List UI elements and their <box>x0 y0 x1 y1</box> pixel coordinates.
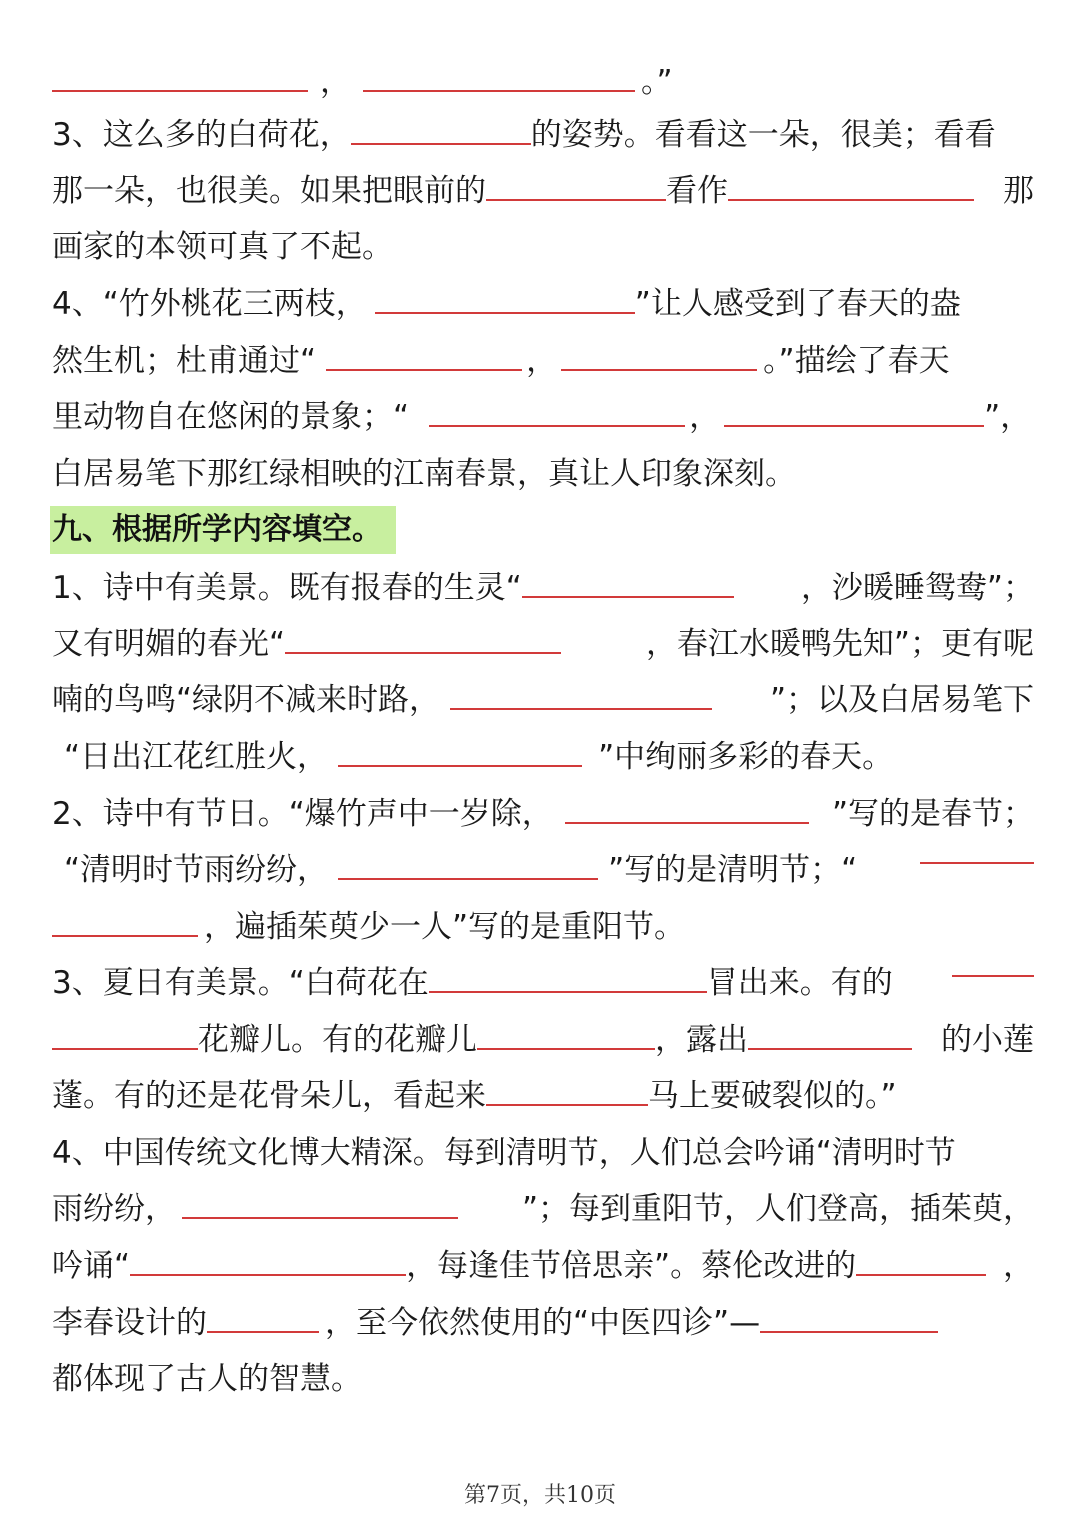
text-fragment: 的姿势。看看这一朵，很美；看看 <box>530 117 996 153</box>
text-fragment: 1、诗中有美景。既有报春的生灵“ <box>52 570 522 606</box>
text-fragment: 李春设计的 <box>52 1305 207 1341</box>
answer-blank[interactable] <box>207 1311 319 1333</box>
text-fragment: ，遍插茱萸少一人”写的是重阳节。 <box>204 909 686 945</box>
text-fragment: ”写的是清明节；“ <box>608 852 858 888</box>
text-fragment: ， <box>526 343 558 379</box>
text-fragment: 3、这么多的白荷花， <box>52 117 351 153</box>
section-9-item-4-line-1 <box>52 1125 1034 1181</box>
answer-blank[interactable] <box>429 971 707 993</box>
section-heading: 九、根据所学内容填空。 <box>50 506 396 554</box>
question-3-line-3 <box>52 219 1034 275</box>
answer-blank[interactable] <box>952 955 1034 977</box>
answer-blank[interactable] <box>429 405 685 427</box>
answer-blank[interactable] <box>760 1311 938 1333</box>
text-fragment: ，至今依然使用的“中医四诊”— <box>325 1305 761 1341</box>
answer-blank[interactable] <box>724 405 984 427</box>
answer-blank[interactable] <box>338 745 582 767</box>
text-fragment: 白居易笔下那红绿相映的江南春景，真让人印象深刻。 <box>52 456 796 492</box>
answer-blank[interactable] <box>486 179 666 201</box>
text-fragment: ”让人感受到了春天的盎 <box>634 286 961 322</box>
text-fragment: 。” <box>641 64 673 100</box>
question-3-line-1 <box>52 107 1034 163</box>
text-fragment: 又有明媚的春光“ <box>52 626 286 662</box>
answer-blank[interactable] <box>182 1197 458 1219</box>
answer-blank[interactable] <box>748 1028 912 1050</box>
answer-blank[interactable] <box>52 70 308 92</box>
section-9-item-4-line-5 <box>52 1351 1034 1407</box>
text-fragment: 喃的鸟鸣“绿阴不减来时路， <box>52 682 441 718</box>
section-9-item-3-line-2 <box>52 1012 1034 1068</box>
answer-blank[interactable] <box>375 292 635 314</box>
text-fragment: 。”描绘了春天 <box>763 343 950 379</box>
text-fragment: 吟诵“ <box>52 1248 131 1284</box>
answer-blank[interactable] <box>338 858 598 880</box>
answer-blank[interactable] <box>565 802 809 824</box>
text-fragment: ”中绚丽多彩的春天。 <box>598 739 894 775</box>
answer-blank[interactable] <box>285 632 561 654</box>
section-9-item-1-line-3 <box>52 672 1034 728</box>
question-4-line-2 <box>52 333 1034 389</box>
section-9-item-2-line-3 <box>52 899 1034 955</box>
text-fragment: 看作 <box>666 173 728 209</box>
text-fragment: 然生机；杜甫通过“ <box>52 343 317 379</box>
text-fragment: 那一朵，也很美。如果把眼前的 <box>52 173 486 209</box>
text-fragment: 4、“竹外桃花三两枝， <box>52 286 367 322</box>
section-9-item-1-line-2 <box>52 616 1034 672</box>
answer-blank[interactable] <box>856 1254 986 1276</box>
answer-blank[interactable] <box>477 1028 655 1050</box>
section-9-item-1-line-1 <box>52 560 1034 616</box>
page-number: 第7页，共10页 <box>464 1483 616 1508</box>
answer-blank[interactable] <box>351 123 531 145</box>
text-fragment: 雨纷纷， <box>52 1191 176 1227</box>
answer-blank[interactable] <box>52 915 198 937</box>
answer-blank[interactable] <box>363 70 635 92</box>
answer-blank[interactable] <box>450 688 712 710</box>
text-fragment: 花瓣儿。有的花瓣儿 <box>198 1022 477 1058</box>
section-9-item-4-line-4 <box>52 1295 1034 1351</box>
section-9-item-3-line-1 <box>52 955 1034 1011</box>
text-fragment: ”写的是春节； <box>831 796 1034 832</box>
text-fragment: 里动物自在悠闲的景象；“ <box>52 399 410 435</box>
text-fragment: ， <box>689 399 721 435</box>
answer-blank[interactable] <box>130 1254 406 1276</box>
text-fragment: 2、诗中有节日。“爆竹声中一岁除， <box>52 796 553 832</box>
text-fragment: 冒出来。有的 <box>706 965 893 1001</box>
text-fragment: 蓬。有的还是花骨朵儿，看起来 <box>52 1078 486 1114</box>
text-fragment: “清明时节雨纷纷， <box>64 852 329 888</box>
section-9-item-2-line-2 <box>52 842 1034 898</box>
text-fragment: 马上要破裂似的。” <box>648 1078 897 1114</box>
section-9-item-3-line-3 <box>52 1068 1034 1124</box>
text-fragment: 那 <box>1003 173 1034 209</box>
text-fragment: ， <box>1003 1248 1034 1284</box>
text-fragment: 都体现了古人的智慧。 <box>52 1361 362 1397</box>
text-fragment: ”；以及白居易笔下 <box>769 682 1034 718</box>
text-fragment: 4、中国传统文化博大精深。每到清明节，人们总会吟诵“清明时节 <box>52 1135 956 1171</box>
text-fragment: ，沙暖睡鸳鸯”； <box>800 570 1034 606</box>
text-fragment: ， <box>320 64 351 100</box>
question-4-line-4 <box>52 446 1034 502</box>
answer-blank[interactable] <box>522 576 734 598</box>
text-fragment: “日出江花红胜火， <box>64 739 329 775</box>
text-fragment: 的小莲 <box>941 1022 1034 1058</box>
answer-blank[interactable] <box>920 842 1034 864</box>
answer-blank[interactable] <box>728 179 974 201</box>
question-4-line-3 <box>52 389 1034 445</box>
text-line <box>52 54 1034 110</box>
text-fragment: 画家的本领可真了不起。 <box>52 229 393 265</box>
question-4-line-1 <box>52 276 1034 332</box>
answer-blank[interactable] <box>561 349 757 371</box>
answer-blank[interactable] <box>326 349 522 371</box>
question-3-line-2 <box>52 163 1034 219</box>
section-9-item-1-line-4 <box>52 729 1034 785</box>
text-fragment: ”， <box>984 399 1032 435</box>
text-fragment: ”；每到重阳节，人们登高，插茱萸， <box>521 1191 1034 1227</box>
text-fragment: ，春江水暖鸭先知”；更有呢 <box>645 626 1034 662</box>
text-fragment: ，露出 <box>655 1022 748 1058</box>
text-fragment: ，每逢佳节倍思亲”。蔡伦改进的 <box>406 1248 857 1284</box>
section-9-item-4-line-3 <box>52 1238 1034 1294</box>
answer-blank[interactable] <box>52 1028 198 1050</box>
section-9-item-4-line-2 <box>52 1181 1034 1237</box>
answer-blank[interactable] <box>486 1084 648 1106</box>
section-9-item-2-line-1 <box>52 786 1034 842</box>
text-fragment: 3、夏日有美景。“白荷花在 <box>52 965 429 1001</box>
